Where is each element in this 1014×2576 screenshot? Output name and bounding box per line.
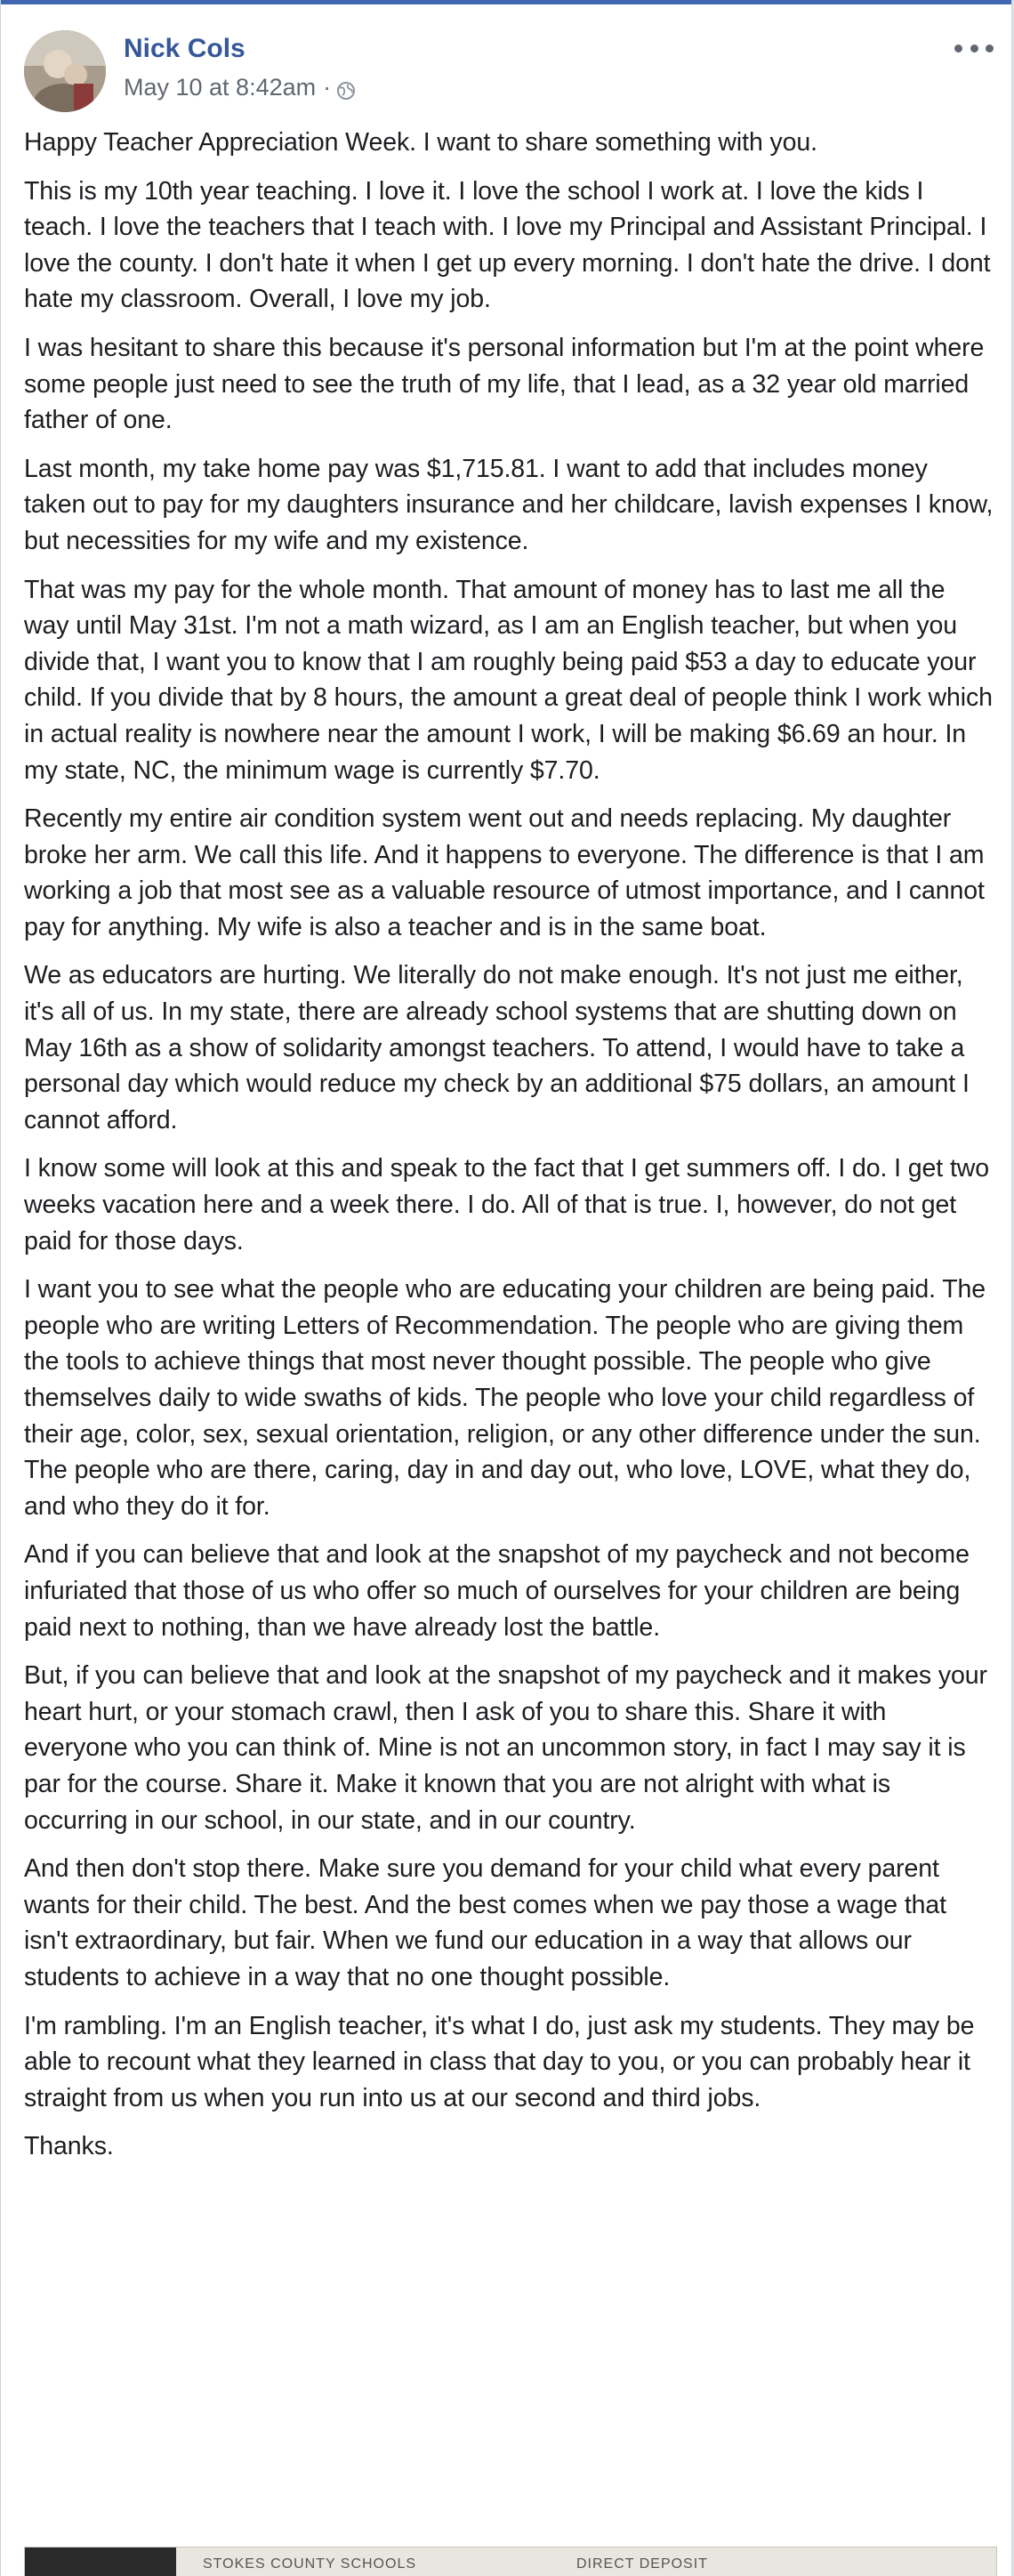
paycheck-image-dark-edge	[25, 2548, 176, 2576]
post-header	[24, 30, 994, 116]
post-paragraph: Thanks.	[24, 2132, 114, 2161]
post-paragraph: And then don't stop there. Make sure you demand for your child what every parent wants for their child. The best. And the best comes when we pay those a wage that isn't extraordinary, but fair. When we fund our education in a way that allows our students to achieve in a way that no one thought possible.	[24, 1854, 946, 1991]
paycheck-school-name: STOKES COUNTY SCHOOLS	[203, 2556, 417, 2572]
post-paragraph: Happy Teacher Appreciation Week. I want to share something with you.	[24, 128, 817, 157]
post-paragraph: I want you to see what the people who are educating your children are being paid. The people who are writing Letters of Recommendation. The people who are giving them the tools to achieve things that most never thought possible. The people who give themselves daily to wide swaths of kids. The people who love your child regardless of their age, color, sex, sexual orientation, religion, or any other difference under the sun. The people who are there, caring, day in and day out, who love, LOVE, what they do, and who they do it for.	[24, 1275, 986, 1521]
post-paragraph: We as educators are hurting. We literally do not make enough. It's not just me either, it's all of us. In my state, there are already school systems that are shutting down on May 16th as a show of solidarity amongst teachers. To attend, I would have to take a personal day which would reduce my check by an additional $75 dollars, an amount I cannot afford.	[24, 961, 970, 1135]
post-paragraph: And if you can believe that and look at the snapshot of my paycheck and not become infuriated that those of us who offer so much of ourselves for your children are being paid next to nothing, than we have already lost the battle.	[24, 1540, 970, 1642]
avatar-photo	[24, 30, 106, 112]
top-bar	[1, 0, 1011, 4]
post-paragraph: I was hesitant to share this because it's personal information but I'm at the point where some people just need to see the truth of my life, that I lead, as a 32 year old married father of one.	[24, 333, 985, 435]
avatar[interactable]	[24, 30, 106, 112]
more-dot	[970, 44, 978, 52]
more-dot	[954, 44, 962, 52]
post-paragraph: Last month, my take home pay was $1,715.81. I want to add that includes money taken out to pay for my daughters insurance and her childcare, lavish expenses I know, but necessities for my wife and my existence.	[24, 454, 994, 555]
author-name[interactable]: Nick Cols	[124, 34, 245, 63]
paycheck-image[interactable]	[24, 2547, 997, 2576]
post-paragraph: Recently my entire air condition system went out and needs replacing. My daughter broke her arm. We call this life. And it happens to everyone. The difference is that I am working a job that most see as a valuable resource of utmost importance, and I cannot pay for anything. My wife is also a teacher and is in the same boat.	[24, 804, 985, 941]
globe-icon[interactable]	[336, 79, 356, 99]
more-dot	[986, 44, 994, 52]
post-paragraph: I know some will look at this and speak to the fact that I get summers off. I do. I get two weeks vacation here and a week there. I do. All of that is true. I, however, do not get paid for those days.	[24, 1154, 989, 1256]
meta-separator: ·	[323, 74, 332, 101]
post-paragraph: That was my pay for the whole month. That amount of money has to last me all the way until May 31st. I'm not a math wizard, as I am an English teacher, but when you divide that, I want you to know that I am roughly being paid $53 a day to educate your child. If you divide that by 8 hours, the amount a great deal of people think I work which in actual reality is nowhere near the amount I work, I will be making $6.69 an hour. In my state, NC, the minimum wage is currently $7.70.	[24, 575, 993, 785]
post-text	[24, 125, 994, 2177]
post-timestamp[interactable]: May 10 at 8:42am	[124, 74, 317, 101]
post-paragraph: But, if you can believe that and look at the snapshot of my paycheck and it makes your heart hurt, or your stomach crawl, then I ask of you to share this. Share it with everyone who you can think of. Mine is not an uncommon story, in fact I may say it is par for the course. Share it. Make it known that you are not alright with what is occurring in our school, in our state, and in our country.	[24, 1661, 987, 1835]
paycheck-deposit-label: DIRECT DEPOSIT	[576, 2556, 708, 2572]
post-paragraph: I'm rambling. I'm an English teacher, it's what I do, just ask my students. They may be able to recount what they learned in class that day to you, or you can probably hear it straight from us when you run into us at our second and third jobs.	[24, 2011, 975, 2112]
more-options-icon[interactable]	[954, 37, 994, 59]
post-paragraph: This is my 10th year teaching. I love it. I love the school I work at. I love the kids I teach. I love the teachers that I teach with. I love my Principal and Assistant Principal. I love the county. I don't hate it when I get up every morning. I don't hate the drive. I dont hate my classroom. Overall, I love my job.	[24, 176, 991, 314]
post-meta	[124, 74, 356, 101]
